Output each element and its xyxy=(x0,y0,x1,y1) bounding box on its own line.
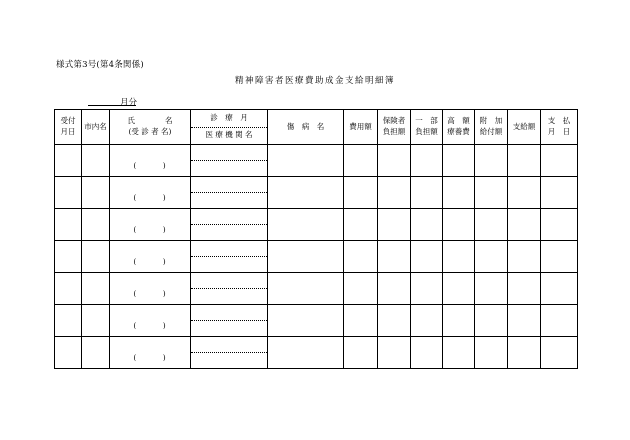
ledger-cell[interactable] xyxy=(443,305,475,337)
header-row xyxy=(55,110,578,145)
ledger-cell[interactable] xyxy=(475,209,508,241)
medical-institution-field[interactable] xyxy=(191,225,267,240)
ledger-cell[interactable] xyxy=(475,273,508,305)
patient-name-cell[interactable] xyxy=(110,241,191,273)
ledger-cell[interactable] xyxy=(541,177,578,209)
medical-institution-field[interactable] xyxy=(191,321,267,336)
ledger-cell[interactable] xyxy=(411,305,443,337)
ledger-cell[interactable] xyxy=(443,209,475,241)
ledger-cell[interactable] xyxy=(268,305,344,337)
patient-name-cell[interactable] xyxy=(110,177,191,209)
patient-name-parentheses: ( ) xyxy=(133,225,167,235)
table-row xyxy=(55,305,578,337)
ledger-cell[interactable] xyxy=(475,145,508,177)
table-row xyxy=(55,273,578,305)
ledger-cell[interactable] xyxy=(378,273,411,305)
ledger-cell[interactable] xyxy=(443,177,475,209)
patient-name-parentheses: ( ) xyxy=(133,289,167,299)
header-city: 市内名 xyxy=(82,110,110,145)
ledger-cell[interactable] xyxy=(268,209,344,241)
header-partial-share: 一 部 負担額 xyxy=(411,110,443,145)
ledger-cell[interactable] xyxy=(344,241,378,273)
ledger-cell[interactable] xyxy=(411,145,443,177)
medical-institution-field[interactable] xyxy=(191,257,267,272)
medical-institution-field[interactable] xyxy=(191,193,267,208)
patient-name-parentheses: ( ) xyxy=(133,257,167,267)
document-title: 精神障害者医療費助成金支給明細簿 xyxy=(234,76,395,86)
ledger-cell[interactable] xyxy=(443,241,475,273)
ledger-cell[interactable] xyxy=(82,177,110,209)
header-received-date: 受付 月日 xyxy=(55,110,82,145)
form-number-label: 様式第3号(第4条関係) xyxy=(56,60,144,70)
treatment-month-institution-cell[interactable] xyxy=(191,305,268,337)
ledger-cell[interactable] xyxy=(82,337,110,369)
patient-name-cell[interactable] xyxy=(110,337,191,369)
ledger-cell[interactable] xyxy=(268,241,344,273)
ledger-cell[interactable] xyxy=(541,209,578,241)
ledger-cell[interactable] xyxy=(508,209,541,241)
medical-institution-field[interactable] xyxy=(191,161,267,176)
ledger-cell[interactable] xyxy=(55,305,82,337)
ledger-cell[interactable] xyxy=(378,209,411,241)
treatment-month-institution-cell[interactable] xyxy=(191,241,268,273)
ledger-cell[interactable] xyxy=(82,305,110,337)
patient-name-parentheses: ( ) xyxy=(133,321,167,331)
ledger-cell[interactable] xyxy=(443,273,475,305)
header-payment-date: 支 払 月 日 xyxy=(541,110,578,145)
ledger-cell[interactable] xyxy=(508,305,541,337)
patient-name-parentheses: ( ) xyxy=(133,353,167,363)
ledger-cell[interactable] xyxy=(541,241,578,273)
ledger-cell[interactable] xyxy=(82,273,110,305)
ledger-cell[interactable] xyxy=(268,177,344,209)
header-treatment-month-institution xyxy=(191,110,268,145)
treatment-month-field[interactable] xyxy=(191,209,267,225)
ledger-cell[interactable] xyxy=(475,177,508,209)
ledger-cell[interactable] xyxy=(411,337,443,369)
header-disease: 傷 病 名 xyxy=(268,110,344,145)
ledger-cell[interactable] xyxy=(55,177,82,209)
table-row xyxy=(55,145,578,177)
ledger-cell[interactable] xyxy=(344,305,378,337)
ledger-cell[interactable] xyxy=(268,273,344,305)
ledger-cell[interactable] xyxy=(411,273,443,305)
treatment-month-field[interactable] xyxy=(191,273,267,289)
ledger-cell[interactable] xyxy=(475,305,508,337)
ledger-cell[interactable] xyxy=(344,145,378,177)
ledger-cell[interactable] xyxy=(475,337,508,369)
ledger-cell[interactable] xyxy=(475,241,508,273)
ledger-cell[interactable] xyxy=(344,337,378,369)
ledger-cell[interactable] xyxy=(378,177,411,209)
ledger-cell[interactable] xyxy=(55,337,82,369)
month-label: 月分 xyxy=(120,98,138,108)
header-cost: 費用額 xyxy=(344,110,378,145)
ledger-cell[interactable] xyxy=(344,177,378,209)
ledger-cell[interactable] xyxy=(82,241,110,273)
ledger-cell[interactable] xyxy=(508,145,541,177)
patient-name-cell[interactable] xyxy=(110,145,191,177)
ledger-cell[interactable] xyxy=(344,273,378,305)
ledger-cell[interactable] xyxy=(55,273,82,305)
ledger-cell[interactable] xyxy=(541,145,578,177)
treatment-month-field[interactable] xyxy=(191,241,267,257)
ledger-cell[interactable] xyxy=(443,337,475,369)
ledger-cell[interactable] xyxy=(411,177,443,209)
ledger-cell[interactable] xyxy=(378,145,411,177)
treatment-month-institution-cell[interactable] xyxy=(191,337,268,369)
ledger-cell[interactable] xyxy=(508,337,541,369)
ledger-cell[interactable] xyxy=(55,145,82,177)
treatment-month-institution-cell[interactable] xyxy=(191,209,268,241)
header-treatment-month: 診 療 月 xyxy=(191,110,267,128)
ledger-cell[interactable] xyxy=(411,209,443,241)
table-row xyxy=(55,337,578,369)
medical-institution-field[interactable] xyxy=(191,289,267,304)
patient-name-cell[interactable] xyxy=(110,209,191,241)
header-medical-institution: 医 療 機 関 名 xyxy=(205,130,253,140)
ledger-cell[interactable] xyxy=(508,177,541,209)
patient-name-parentheses: ( ) xyxy=(133,193,167,203)
table-row xyxy=(55,209,578,241)
table-row xyxy=(55,241,578,273)
treatment-month-field[interactable] xyxy=(191,177,267,193)
patient-name-cell[interactable] xyxy=(110,305,191,337)
ledger-cell[interactable] xyxy=(378,241,411,273)
header-patient-name: 氏 名 (受 診 者 名) xyxy=(110,110,191,145)
ledger-cell[interactable] xyxy=(541,305,578,337)
ledger-cell[interactable] xyxy=(55,241,82,273)
header-additional-benefit: 附 加 給付額 xyxy=(475,110,508,145)
ledger-cell[interactable] xyxy=(541,337,578,369)
treatment-month-institution-cell[interactable] xyxy=(191,273,268,305)
ledger-cell[interactable] xyxy=(82,209,110,241)
header-high-cost: 高 額 療養費 xyxy=(443,110,475,145)
ledger-cell[interactable] xyxy=(268,145,344,177)
ledger-cell[interactable] xyxy=(378,305,411,337)
ledger-cell[interactable] xyxy=(411,241,443,273)
treatment-month-institution-cell[interactable] xyxy=(191,177,268,209)
treatment-month-institution-cell[interactable] xyxy=(191,145,268,177)
ledger-cell[interactable] xyxy=(268,337,344,369)
treatment-month-field[interactable] xyxy=(191,305,267,321)
ledger-cell[interactable] xyxy=(55,209,82,241)
treatment-month-field[interactable] xyxy=(191,145,267,161)
payment-ledger-table xyxy=(54,109,578,369)
header-insurer-share: 保険者 負担額 xyxy=(378,110,411,145)
ledger-cell[interactable] xyxy=(443,145,475,177)
table-row xyxy=(55,177,578,209)
ledger-cell[interactable] xyxy=(508,241,541,273)
ledger-cell[interactable] xyxy=(378,337,411,369)
ledger-cell[interactable] xyxy=(344,209,378,241)
ledger-cell[interactable] xyxy=(82,145,110,177)
medical-institution-field[interactable] xyxy=(191,353,267,368)
header-payment-amount: 支給額 xyxy=(508,110,541,145)
treatment-month-field[interactable] xyxy=(191,337,267,353)
patient-name-cell[interactable] xyxy=(110,273,191,305)
patient-name-parentheses: ( ) xyxy=(133,161,167,171)
ledger-cell[interactable] xyxy=(541,273,578,305)
ledger-cell[interactable] xyxy=(508,273,541,305)
